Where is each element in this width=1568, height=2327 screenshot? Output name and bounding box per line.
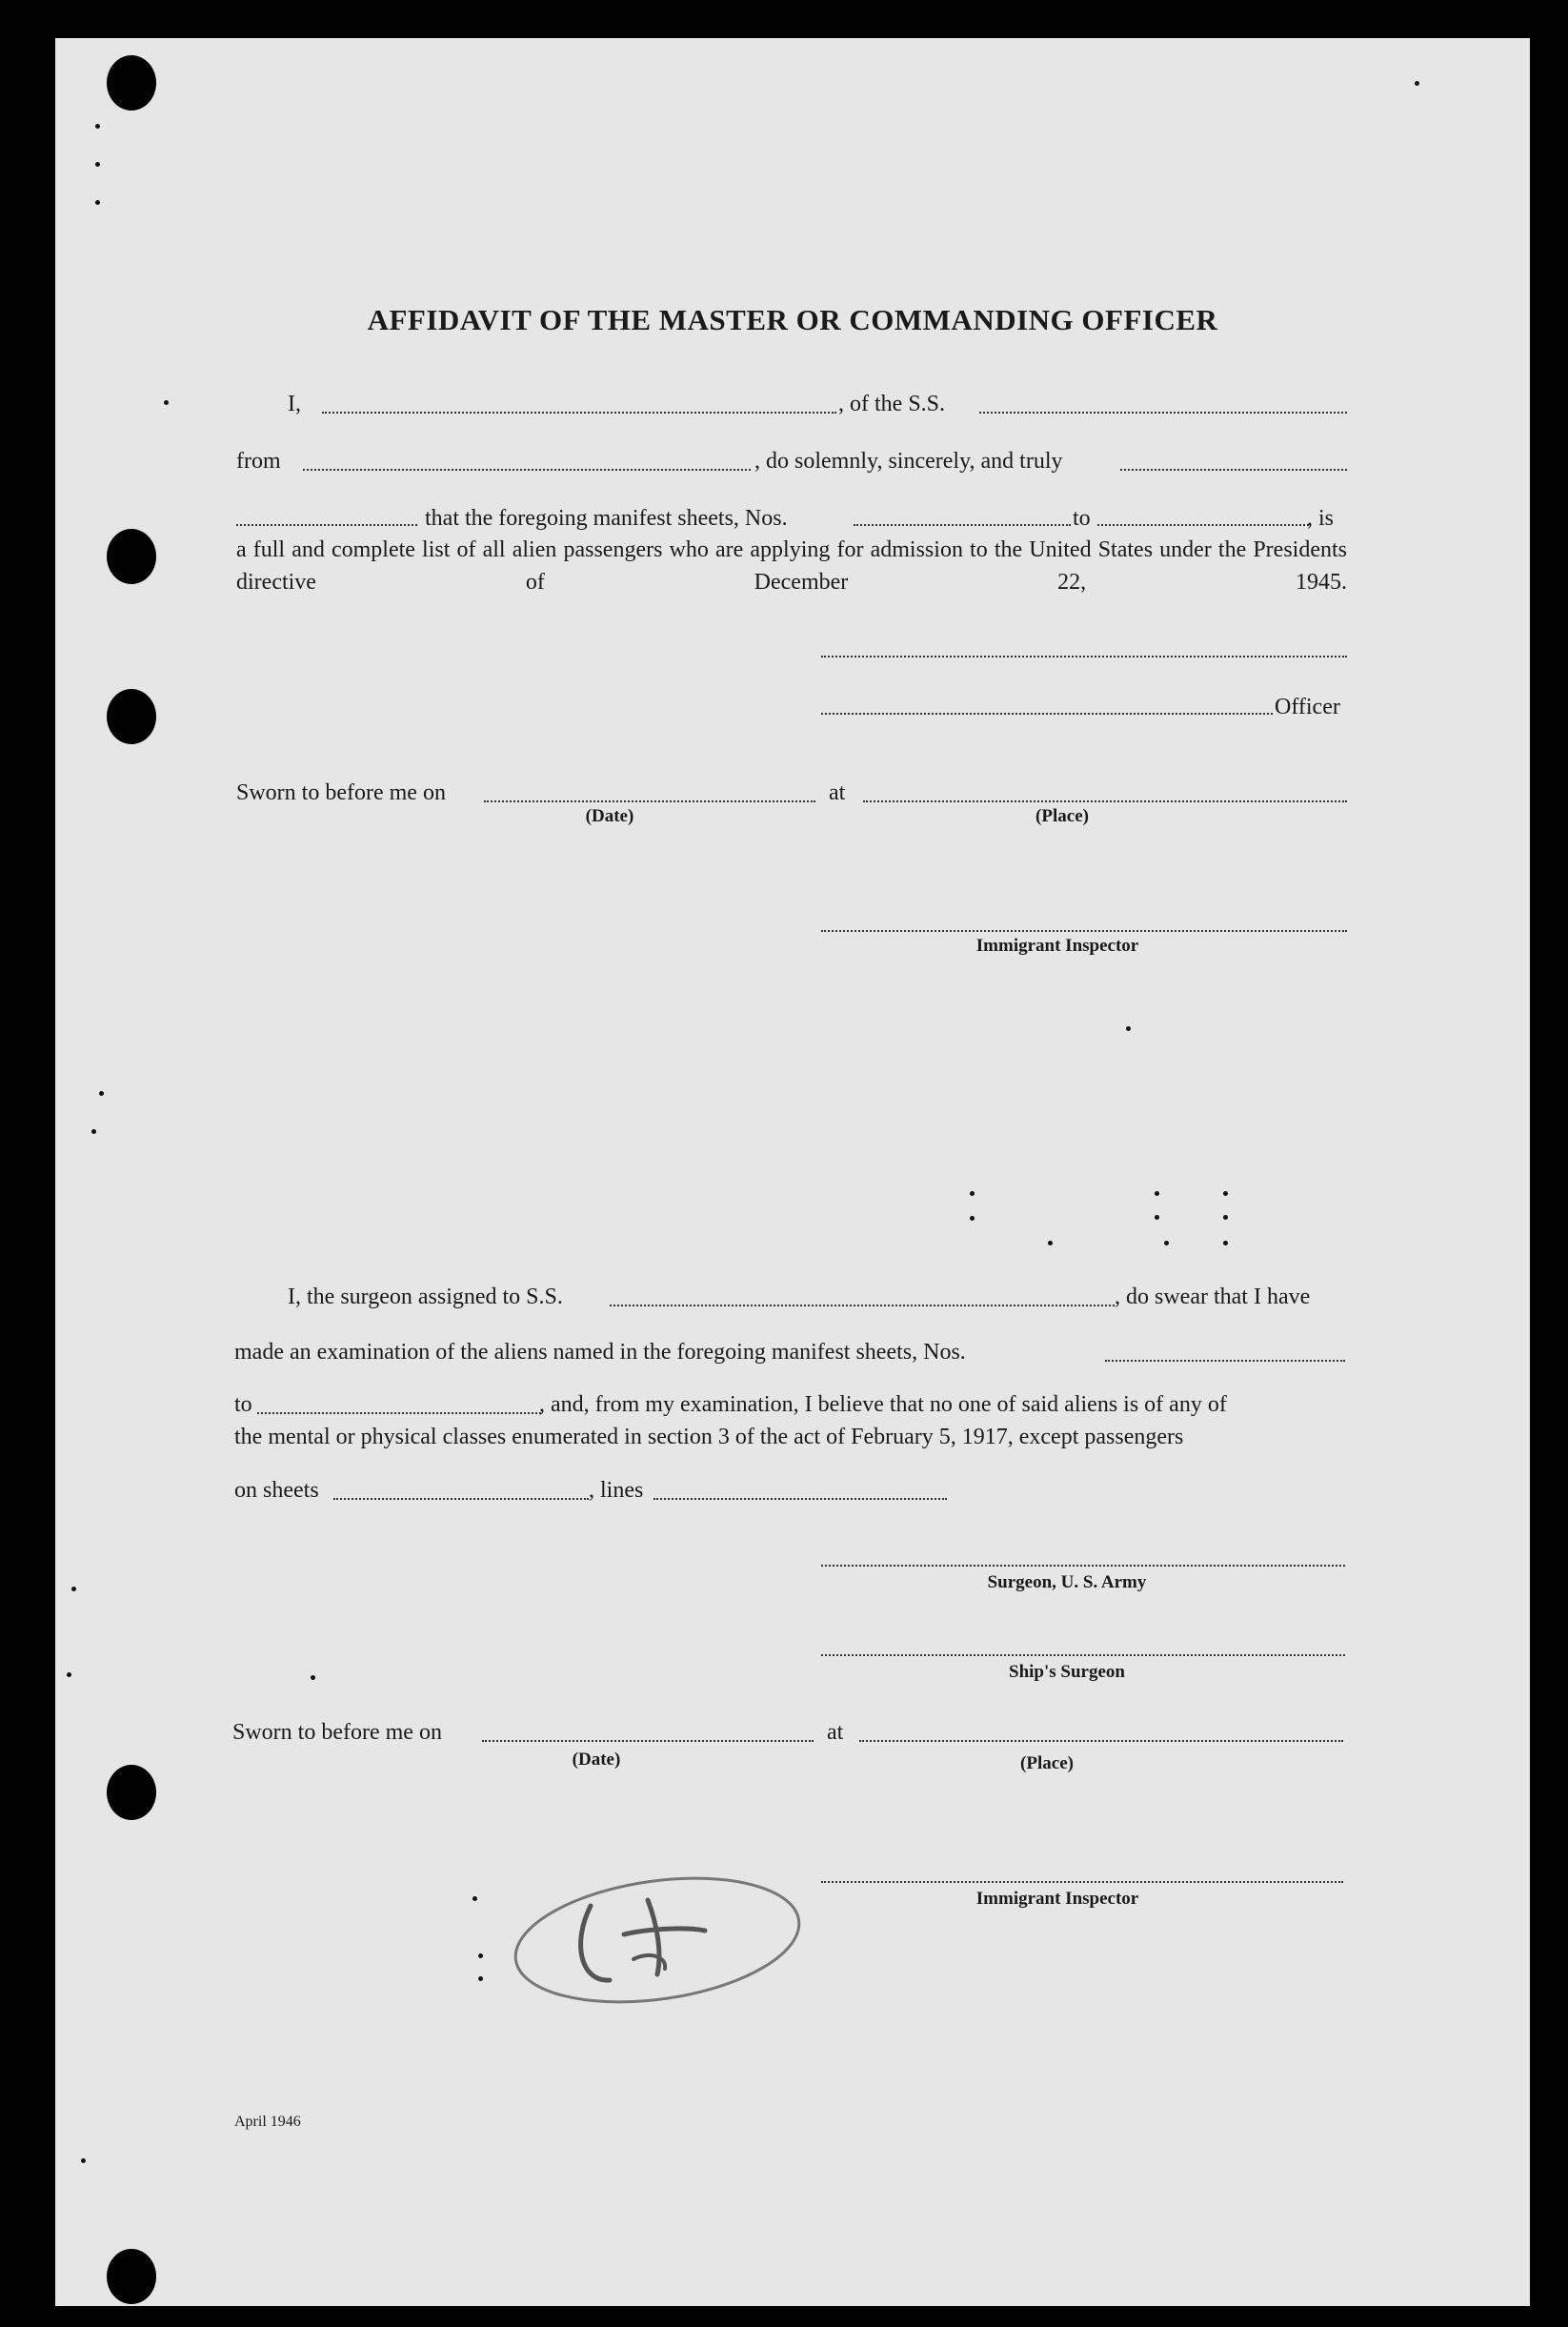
sworn2-place-caption: (Place) bbox=[1020, 1753, 1074, 1773]
master-i-label: I, bbox=[288, 392, 301, 416]
inspector1-caption: Immigrant Inspector bbox=[975, 936, 1139, 956]
master-swear-label: , do solemnly, sincerely, and truly bbox=[754, 449, 1063, 474]
surgeon-to-label: to bbox=[234, 1392, 252, 1417]
master-name-field[interactable] bbox=[322, 412, 836, 414]
ship-surgeon-caption: Ship's Surgeon bbox=[1009, 1662, 1125, 1682]
master-sheets-label: that the foregoing manifest sheets, Nos. bbox=[425, 506, 788, 531]
form-date-footer: April 1946 bbox=[234, 2114, 301, 2130]
speck bbox=[1223, 1241, 1228, 1245]
speck bbox=[970, 1191, 975, 1196]
speck bbox=[472, 1896, 477, 1901]
sworn2-date-field[interactable] bbox=[482, 1740, 814, 1742]
speck bbox=[67, 1672, 71, 1677]
inspector2-signature-line[interactable] bbox=[821, 1881, 1343, 1883]
ship-name-field[interactable] bbox=[979, 412, 1347, 414]
sworn2-date-caption: (Date) bbox=[572, 1750, 621, 1770]
sworn2-label: Sworn to before me on bbox=[232, 1720, 442, 1745]
speck bbox=[95, 124, 100, 129]
form-title: AFFIDAVIT OF THE MASTER OR COMMANDING OFFICER bbox=[367, 303, 1218, 336]
speck bbox=[1415, 81, 1419, 86]
punch-hole bbox=[107, 689, 156, 744]
speck bbox=[95, 162, 100, 167]
surgeon-to-field[interactable] bbox=[257, 1412, 541, 1414]
speck bbox=[970, 1216, 975, 1221]
sworn2-at-label: at bbox=[827, 1720, 844, 1745]
from-port-field[interactable] bbox=[303, 469, 751, 471]
surgeon-ship-field[interactable] bbox=[610, 1305, 1115, 1306]
officer-label: Officer bbox=[1275, 695, 1340, 719]
surgeon-line2-label: made an examination of the aliens named in the foregoing manifest sheets, Nos. bbox=[234, 1340, 966, 1365]
master-to-label: to bbox=[1073, 506, 1091, 531]
punch-hole bbox=[107, 529, 156, 584]
sheets-to-field[interactable] bbox=[1097, 524, 1309, 526]
sworn1-label: Sworn to before me on bbox=[236, 780, 446, 805]
surgeon-sheets-label: on sheets bbox=[234, 1478, 319, 1503]
surgeon-line3-rest: , and, from my examination, I believe that no one of said aliens is of any of bbox=[539, 1392, 1227, 1417]
punch-hole bbox=[107, 1765, 156, 1820]
officer-signature-line[interactable] bbox=[821, 656, 1347, 658]
handwritten-circle-mark bbox=[505, 1868, 819, 2020]
speck bbox=[1155, 1191, 1159, 1196]
master-is-label: , is bbox=[1307, 506, 1335, 531]
army-surgeon-signature-line[interactable] bbox=[821, 1565, 1345, 1567]
speck bbox=[1048, 1241, 1053, 1245]
inspector2-caption: Immigrant Inspector bbox=[975, 1889, 1139, 1909]
surgeon-exception-sheets-field[interactable] bbox=[333, 1498, 589, 1500]
sworn1-place-field[interactable] bbox=[863, 800, 1347, 802]
speck bbox=[1223, 1191, 1228, 1196]
punch-hole bbox=[107, 55, 156, 111]
speck bbox=[311, 1675, 315, 1680]
speck bbox=[1164, 1241, 1169, 1245]
master-ship-label: , of the S.S. bbox=[838, 392, 946, 416]
speck bbox=[164, 400, 169, 405]
sworn1-at-label: at bbox=[829, 780, 846, 805]
surgeon-sheets-field[interactable] bbox=[1105, 1360, 1345, 1362]
speck bbox=[81, 2158, 86, 2163]
surgeon-line1-end: , do swear that I have bbox=[1115, 1285, 1311, 1309]
surgeon-exception-lines-field[interactable] bbox=[653, 1498, 947, 1500]
oath-field[interactable] bbox=[1120, 469, 1347, 471]
speck bbox=[71, 1587, 76, 1591]
sheets-from-field[interactable] bbox=[854, 524, 1071, 526]
sworn1-date-field[interactable] bbox=[484, 800, 815, 802]
speck bbox=[1126, 1026, 1131, 1031]
speck bbox=[478, 1953, 483, 1958]
ship-surgeon-signature-line[interactable] bbox=[821, 1654, 1345, 1656]
speck bbox=[95, 200, 100, 205]
surgeon-line1-label: I, the surgeon assigned to S.S. bbox=[288, 1285, 563, 1309]
sworn2-place-field[interactable] bbox=[859, 1740, 1343, 1742]
punch-hole bbox=[107, 2249, 156, 2304]
speck bbox=[1223, 1215, 1228, 1220]
sworn1-date-caption: (Date) bbox=[585, 806, 634, 826]
master-from-label: from bbox=[236, 449, 281, 474]
speck bbox=[1155, 1215, 1159, 1220]
oath-continuation-field[interactable] bbox=[236, 524, 417, 526]
army-surgeon-caption: Surgeon, U. S. Army bbox=[987, 1572, 1147, 1592]
surgeon-lines-label: , lines bbox=[589, 1478, 644, 1503]
master-statement: a full and complete list of all alien passengers who are applying for admission to the United States under the Presidents directive of December 22, 1945. bbox=[236, 537, 1347, 595]
surgeon-line4: the mental or physical classes enumerated in section 3 of the act of February 5, 1917, except passengers bbox=[234, 1425, 1184, 1449]
inspector1-signature-line[interactable] bbox=[821, 930, 1347, 932]
speck bbox=[478, 1976, 483, 1981]
speck bbox=[91, 1129, 96, 1134]
speck bbox=[99, 1091, 104, 1096]
officer-title-line[interactable] bbox=[821, 713, 1273, 715]
sworn1-place-caption: (Place) bbox=[1035, 806, 1089, 826]
